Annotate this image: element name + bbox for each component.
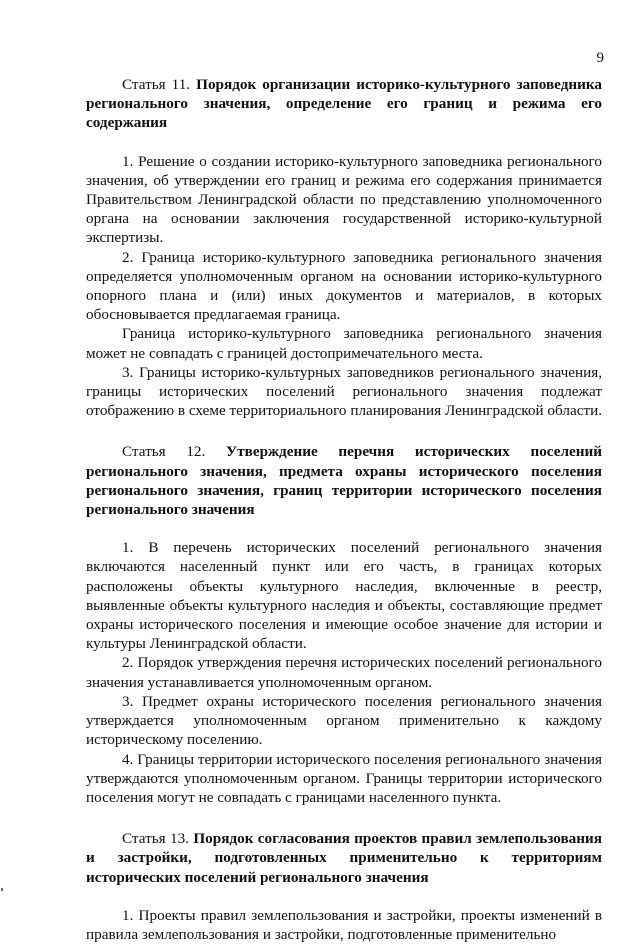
article-13-title: Порядок согласования проектов правил землепользования и застройки, подготовленных применительно к территориям исторических поселений регионального значения [86, 830, 602, 886]
page-number: 9 [596, 50, 604, 66]
article-12-title: Утверждение перечня исторических поселений регионального значения, предмета охраны исторического поселения регионального значения, границ территории исторического поселения регионального значения [86, 443, 602, 519]
article-11 [86, 75, 602, 420]
article-13-label: Статья 13. [122, 830, 194, 848]
article-11-label: Статья 11. [122, 76, 197, 93]
article-11-paragraph-1: 1. Решение о создании историко-культурного заповедника регионального значения, об утверждении его границ и режима его содержания принимается Правительством Ленинградской области по представлению уполномоченного органа на основании заключения государственной историко-культурной экспертизы. [86, 152, 602, 247]
article-13-paragraph-1: 1. Проекты правил землепользования и застройки, проекты изменений в правила землепользования и застройки, подготовленные применительно [86, 906, 602, 943]
article-13 [86, 829, 602, 944]
article-13-heading [86, 829, 602, 887]
article-12-paragraph-2: 2. Порядок утверждения перечня исторических поселений регионального значения устанавливается уполномоченным органом. [86, 654, 602, 691]
article-11-paragraph-3: Граница историко-культурного заповедника регионального значения может не совпадать с границей достопримечательного места. [86, 325, 602, 362]
article-12-paragraph-3: 3. Предмет охраны исторического поселения регионального значения утверждается уполномоченным органом применительно к каждому историческому поселению. [86, 692, 602, 749]
article-12-heading [86, 442, 602, 519]
document-body [86, 75, 602, 944]
article-11-paragraph-2: 2. Граница историко-культурного заповедника регионального значения определяется уполномоченным органом на основании историко-культурного опорного плана и (или) иных документов и материалов, в которых обосновывается предлагаемая граница. [86, 248, 602, 324]
article-11-heading [86, 75, 602, 133]
article-12-paragraph-1: 1. В перечень исторических поселений регионального значения включаются населенный пункт или его часть, в границах которых расположены объекты культурного наследия, включенные в реестр, выявленные объекты культурного наследия и объекты, составляющие предмет охраны исторического поселения и имеющие особое значение для истории и культуры Ленинградской области. [86, 539, 602, 653]
article-11-title: Порядок организации историко-культурного заповедника регионального значения, определение его границ и режима его содержания [86, 76, 602, 132]
article-12-label: Статья 12. [122, 443, 227, 461]
article-12 [86, 442, 602, 807]
article-11-paragraph-4: 3. Границы историко-культурных заповедников регионального значения, границы исторических поселений регионального значения подлежат отображению в схеме территориального планирования Ленинградской области. [86, 363, 603, 420]
article-12-paragraph-4: 4. Границы территории исторического поселения регионального значения утверждаются уполномоченным органом. Границы территории исторического поселения могут не совпадать с границами населенного пункта. [86, 750, 602, 806]
scan-margin-mark [1, 888, 3, 891]
